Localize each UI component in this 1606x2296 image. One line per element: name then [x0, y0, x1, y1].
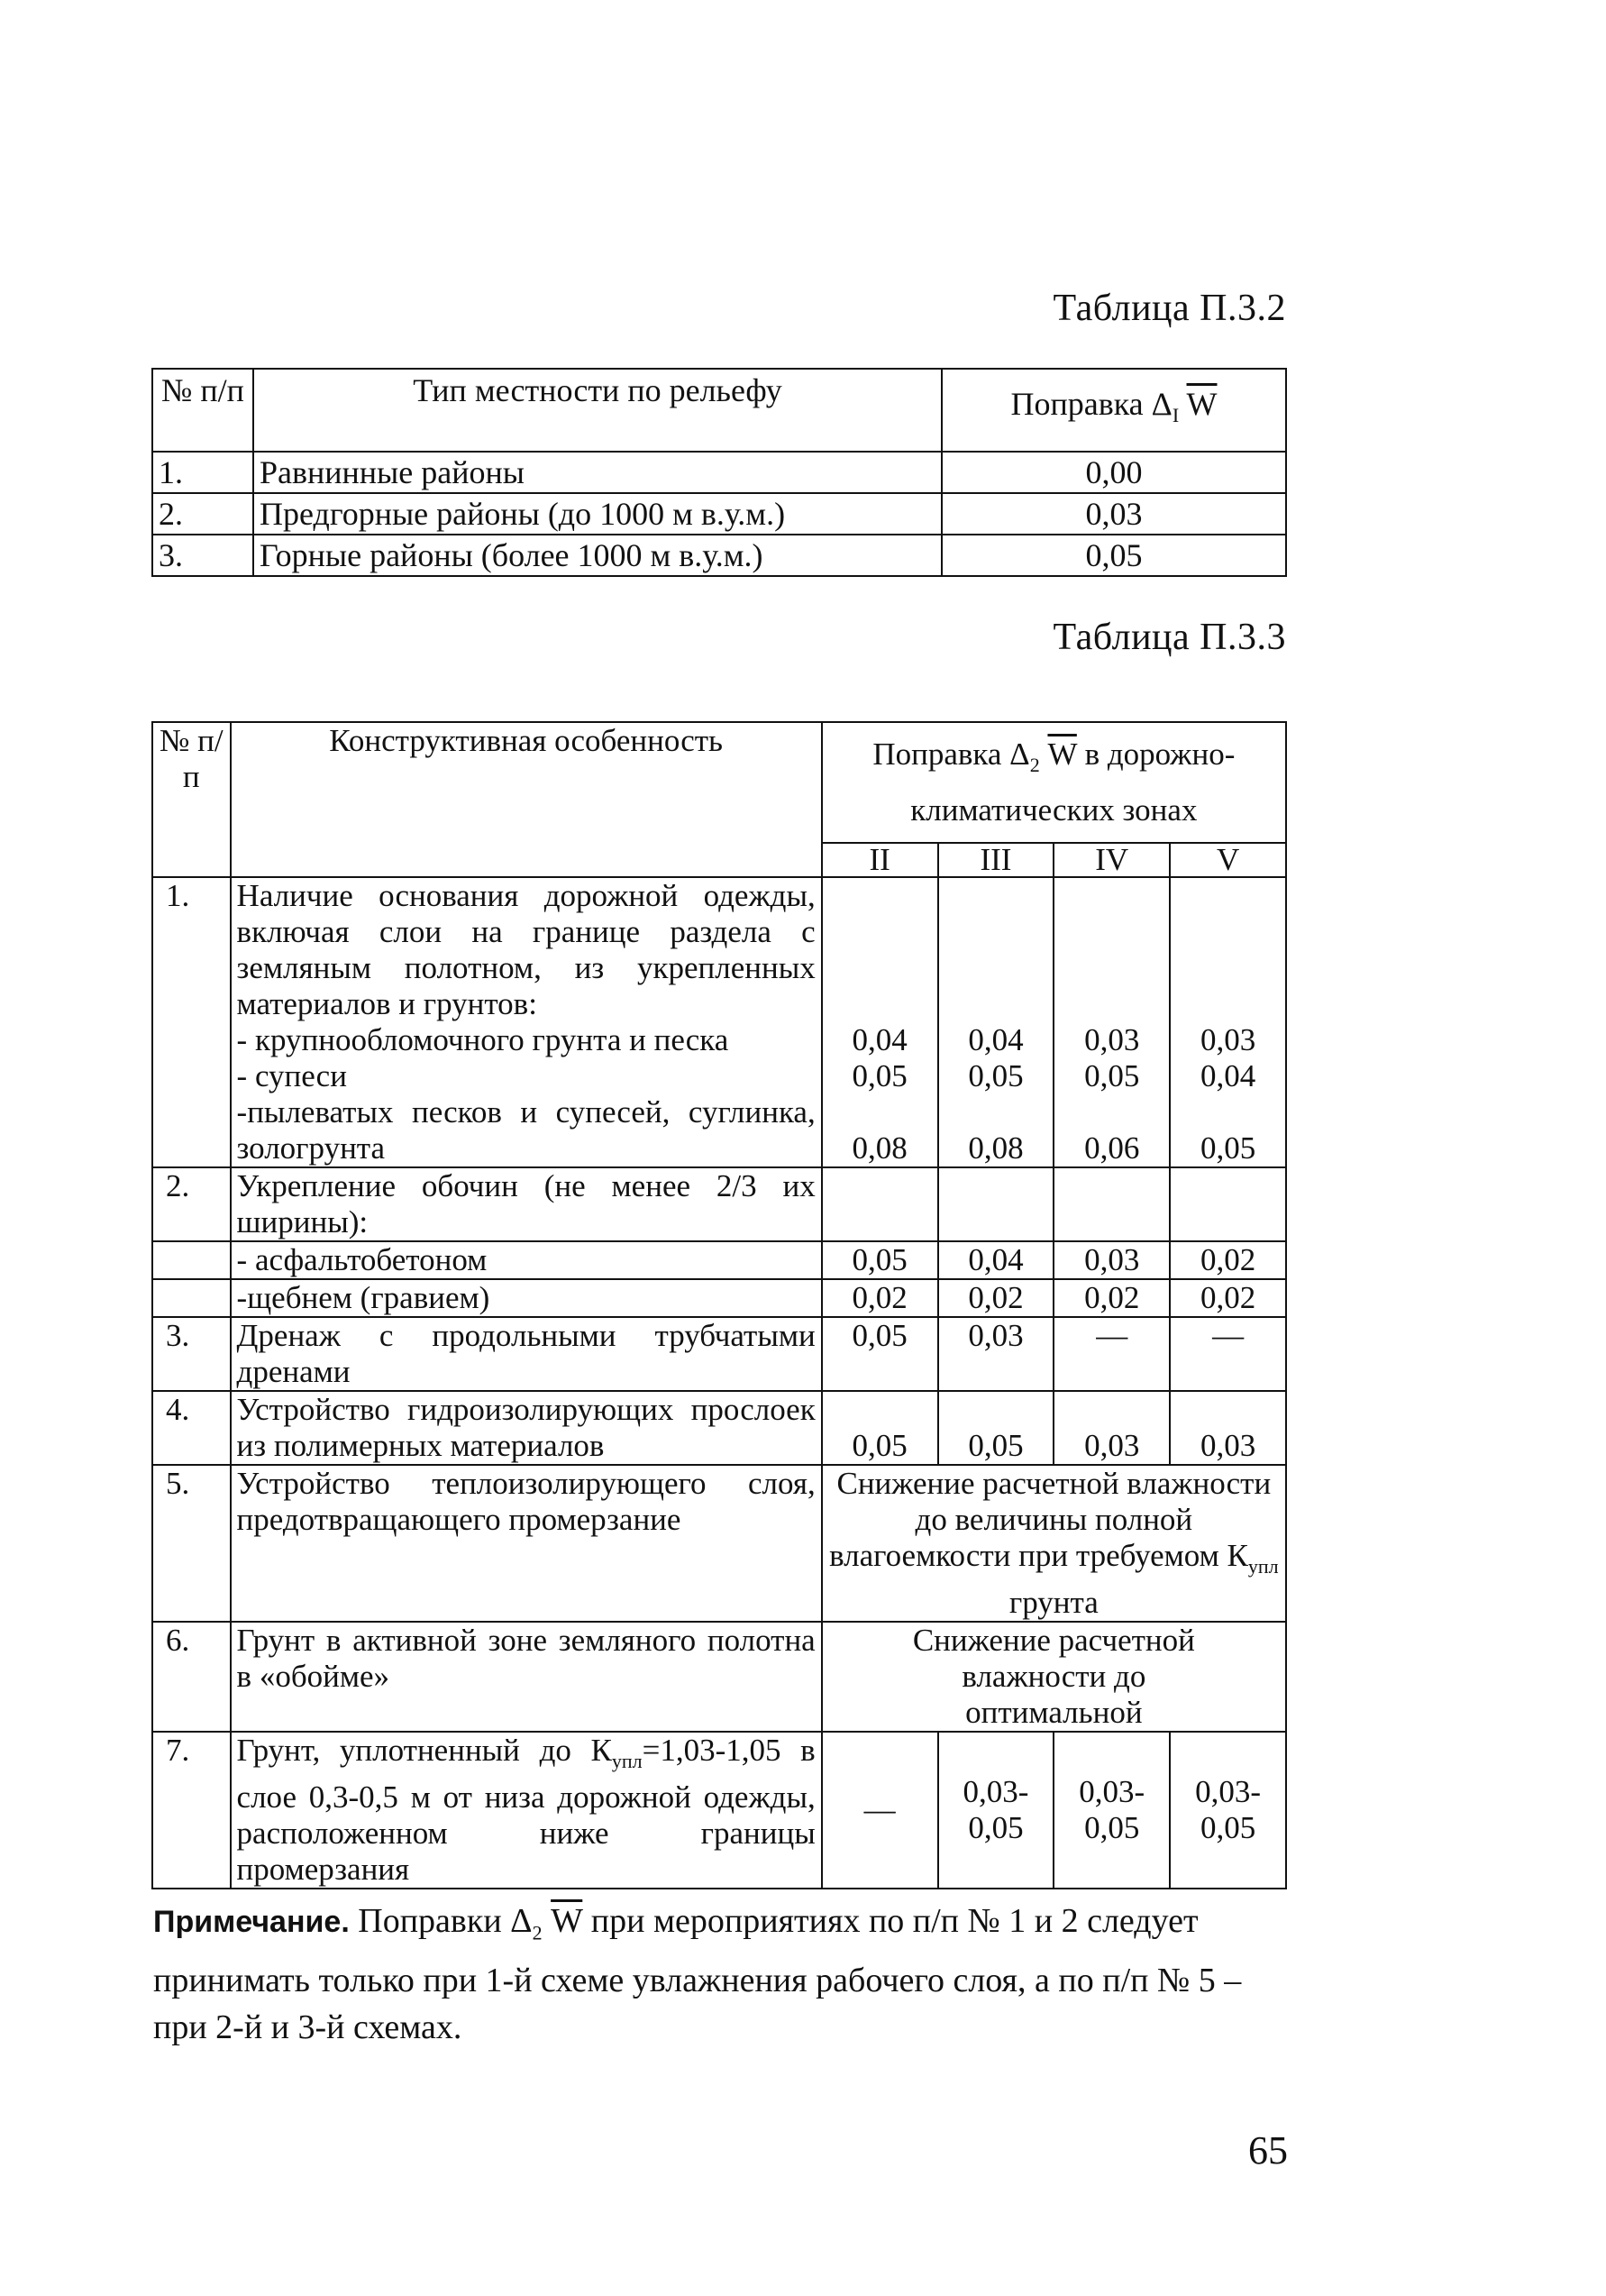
row-feature: Укрепление обочин (не менее 2/3 их ширины):	[231, 1167, 822, 1241]
table-header-row	[152, 722, 1286, 843]
row-num: 3.	[152, 1317, 231, 1391]
zone-ii: II	[822, 843, 938, 877]
row-value: 0,04	[938, 1241, 1054, 1279]
header-terrain-type: Тип местности по рельефу	[253, 369, 942, 452]
row-num	[152, 1241, 231, 1279]
row-feature-line: -пылеватых песков и супесей, суглинка, зологрунта	[236, 1094, 816, 1166]
row-value: 0,03	[1054, 1241, 1170, 1279]
table-row	[152, 535, 1286, 576]
zone-iii: III	[938, 843, 1054, 877]
zone-iv: IV	[1054, 843, 1170, 877]
row-value: 0,03	[1054, 1391, 1170, 1465]
row-values-zone-v: 0,03 0,04 0,05	[1170, 877, 1286, 1167]
table-row	[152, 1732, 1286, 1889]
row-values-zone-ii: 0,04 0,05 0,08	[822, 877, 938, 1167]
row-feature-text: Наличие основания дорожной одежды, включая слои на границе раздела с земляным полотном, из укрепленных материалов и грунтов:	[236, 878, 816, 1021]
page-number: 65	[1248, 2128, 1288, 2173]
row-feature: Дренаж с продольными трубчатыми дренами	[231, 1317, 822, 1391]
header-feature: Конструктивная особенность	[231, 722, 822, 877]
note-label: Примечание.	[153, 1905, 350, 1939]
row-num: 3.	[152, 535, 253, 576]
table-row	[152, 1167, 1286, 1241]
row-terrain-type: Горные районы (более 1000 м в.у.м.)	[253, 535, 942, 576]
row-feature	[231, 877, 822, 1167]
row-value: 0,02	[1054, 1279, 1170, 1317]
table-row	[152, 493, 1286, 535]
row-values-zone-iv: 0,03 0,05 0,06	[1054, 877, 1170, 1167]
row-feature-line: - супеси	[236, 1058, 347, 1093]
row-num: 5.	[152, 1465, 231, 1622]
row-num: 2.	[152, 493, 253, 535]
row-value: 0,03	[938, 1317, 1054, 1391]
row-num: 4.	[152, 1391, 231, 1465]
header-num: № п/п	[152, 369, 253, 452]
row-feature-line: - крупнообломочного грунта и песка	[236, 1022, 729, 1057]
row-feature: -щебнем (гравием)	[231, 1279, 822, 1317]
table-row	[152, 1622, 1286, 1732]
row-num: 2.	[152, 1167, 231, 1241]
row-value: 0,05	[938, 1391, 1054, 1465]
row-value: —	[1054, 1317, 1170, 1391]
row-value: 0,03-0,05	[1170, 1732, 1286, 1889]
table-row	[152, 452, 1286, 493]
header-num: № п/п	[152, 722, 231, 877]
row-value: 0,05	[822, 1241, 938, 1279]
row-merged-note: Снижение расчетной влажности до величины полной влагоемкости при требуемом $К_{упл}$ грунта	[822, 1465, 1286, 1622]
note-text-b: при мероприятиях по п/п № 1 и 2 следует принимать только при 1-й схеме увлажнения рабочего слоя, а по п/п № 5 – при 2-й и 3-й схемах.	[153, 1902, 1242, 2046]
row-feature: Устройство гидроизолирующих прослоек из полимерных материалов	[231, 1391, 822, 1465]
row-terrain-type: Предгорные районы (до 1000 м в.у.м.)	[253, 493, 942, 535]
row-feature: Грунт в активной зоне земляного полотна в «обойме»	[231, 1622, 822, 1732]
row-value: 0,00	[942, 452, 1286, 493]
row-value: 0,03	[1170, 1391, 1286, 1465]
row-num: 6.	[152, 1622, 231, 1732]
table-3-2	[151, 368, 1287, 577]
note-symbol: $\overline{W}$	[551, 1902, 583, 1940]
table-3-3-caption: Таблица П.3.3	[1053, 617, 1286, 658]
table-row	[152, 1317, 1286, 1391]
row-value: 0,05	[942, 535, 1286, 576]
row-num: 1.	[152, 877, 231, 1167]
row-value: 0,03	[942, 493, 1286, 535]
row-feature: Устройство теплоизолирующего слоя, предотвращающего промерзание	[231, 1465, 822, 1622]
row-value: 0,02	[1170, 1241, 1286, 1279]
zone-v: V	[1170, 843, 1286, 877]
table-row	[152, 1465, 1286, 1622]
row-merged-note: Снижение расчетной влажности до оптимальной	[822, 1622, 1286, 1732]
table-note	[153, 1898, 1289, 2051]
row-num: 7.	[152, 1732, 231, 1889]
row-num: 1.	[152, 452, 253, 493]
row-terrain-type: Равнинные районы	[253, 452, 942, 493]
table-row	[152, 877, 1286, 1167]
row-num	[152, 1279, 231, 1317]
table-header-row	[152, 369, 1286, 452]
note-text-a: Поправки Δ	[358, 1902, 533, 1940]
row-value: 0,02	[822, 1279, 938, 1317]
row-value: 0,05	[822, 1317, 938, 1391]
note-sub: 2	[532, 1921, 543, 1944]
header-correction: Поправка $\Delta_I$ $\overline{W}$	[942, 369, 1286, 452]
table-row	[152, 1391, 1286, 1465]
row-value: 0,02	[938, 1279, 1054, 1317]
row-value: —	[1170, 1317, 1286, 1391]
row-value: 0,02	[1170, 1279, 1286, 1317]
row-feature: Грунт, уплотненный до $К_{упл}=1,03-1,05$ в слое 0,3-0,5 м от низа дорожной одежды, расположенном ниже границы промерзания	[231, 1732, 822, 1889]
table-3-3	[151, 721, 1287, 1889]
row-value: 0,03-0,05	[938, 1732, 1054, 1889]
row-feature: - асфальтобетоном	[231, 1241, 822, 1279]
table-row	[152, 1279, 1286, 1317]
row-value: 0,05	[822, 1391, 938, 1465]
header-correction: Поправка $\Delta_2$ $\overline{W}$ в дорожно-климатических зонах	[822, 722, 1286, 843]
table-row	[152, 1241, 1286, 1279]
row-value: —	[822, 1732, 938, 1889]
row-value: 0,03-0,05	[1054, 1732, 1170, 1889]
row-values-zone-iii: 0,04 0,05 0,08	[938, 877, 1054, 1167]
table-3-2-caption: Таблица П.3.2	[1053, 288, 1286, 329]
